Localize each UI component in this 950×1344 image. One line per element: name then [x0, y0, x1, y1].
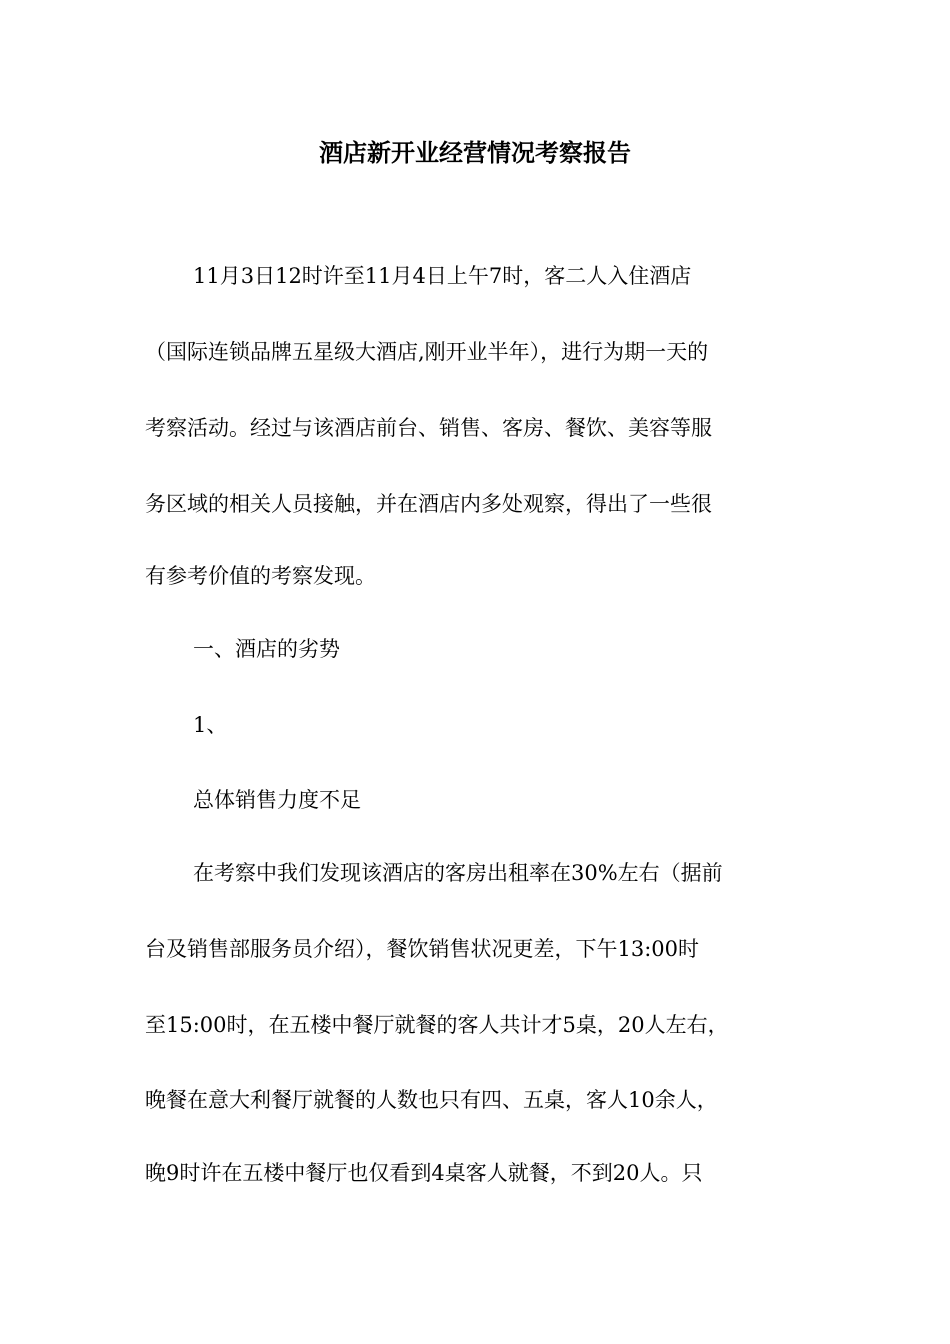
paragraph-line: 考察活动。经过与该酒店前台、销售、客房、餐饮、美容等服: [145, 416, 712, 440]
paragraph-line: 务区域的相关人员接触，并在酒店内多处观察，得出了一些很: [145, 492, 712, 516]
document-title: 酒店新开业经营情况考察报告: [319, 138, 631, 167]
paragraph-line: 至15:00时，在五楼中餐厅就餐的客人共计才5桌，20人左右，: [145, 1013, 729, 1037]
paragraph-line: 有参考价值的考察发现。: [145, 564, 376, 588]
paragraph-line: 在考察中我们发现该酒店的客房出租率在30%左右（据前: [193, 861, 723, 885]
paragraph-line: 晚餐在意大利餐厅就餐的人数也只有四、五桌，客人10余人，: [145, 1088, 718, 1112]
list-number: 1、: [193, 713, 228, 737]
subsection-heading: 总体销售力度不足: [193, 788, 361, 812]
paragraph-line: （国际连锁品牌五星级大酒店,刚开业半年），进行为期一天的: [145, 340, 709, 364]
paragraph-line: 晚9时许在五楼中餐厅也仅看到4桌客人就餐，不到20人。只: [145, 1161, 703, 1185]
paragraph-line: 台及销售部服务员介绍），餐饮销售状况更差，下午13:00时: [145, 937, 700, 961]
paragraph-line: 11月3日12时许至11月4日上午7时，客二人入住酒店: [193, 264, 692, 288]
section-heading: 一、酒店的劣势: [193, 637, 340, 661]
